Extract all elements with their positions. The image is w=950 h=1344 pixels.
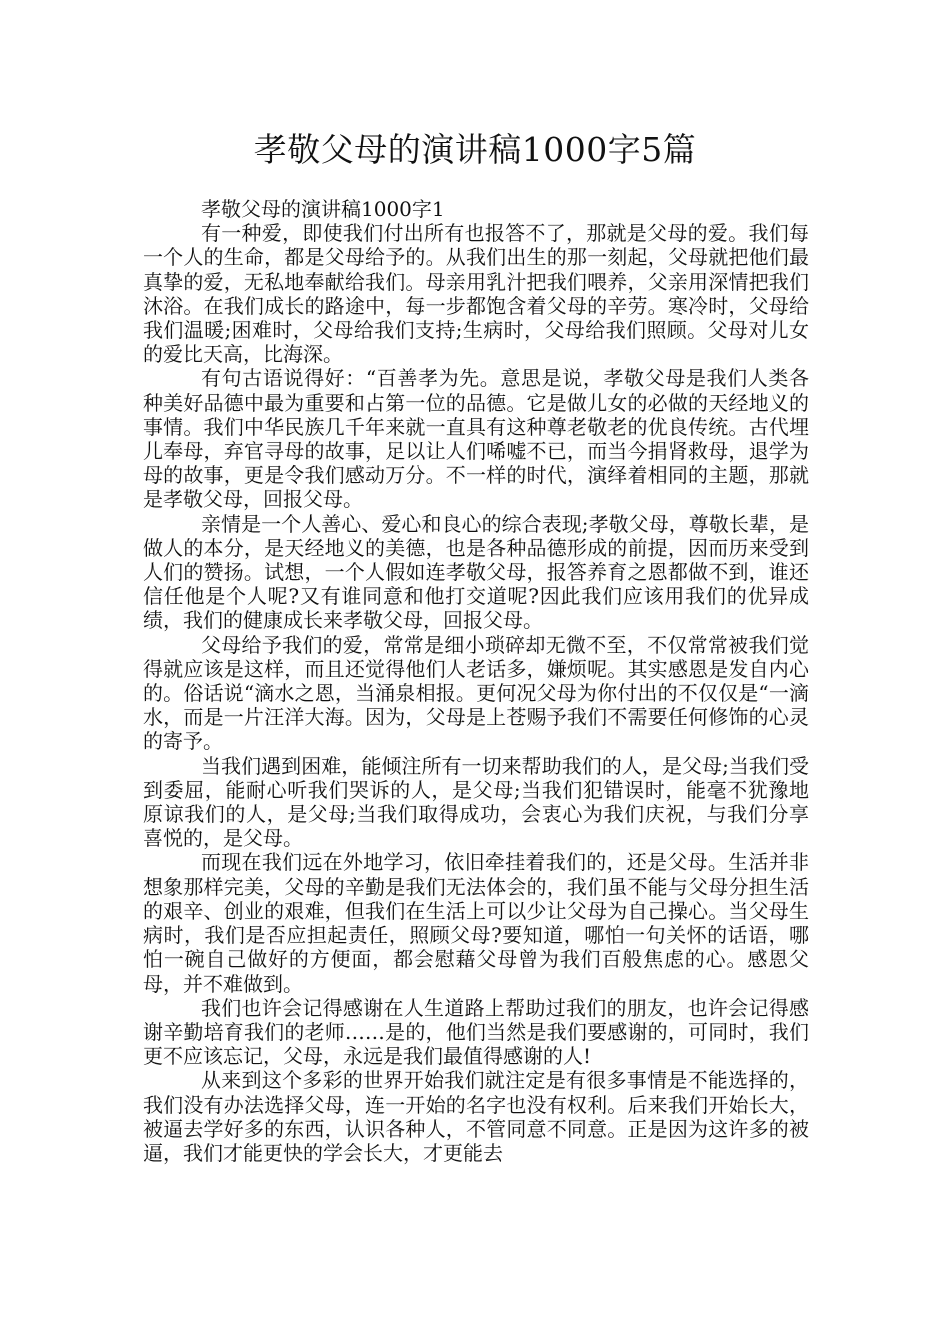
paragraph: 当我们遇到困难，能倾注所有一切来帮助我们的人，是父母;当我们受到委屈，能耐心听我们哭诉的人，是父母;当我们犯错误时，能毫不犹豫地原谅我们的人，是父母;当我们取得成功，会衷心为我们庆祝，与我们分享喜悦的，是父母。 <box>143 753 809 851</box>
paragraph: 亲情是一个人善心、爱心和良心的综合表现;孝敬父母，尊敬长辈，是做人的本分，是天经地义的美德，也是各种品德形成的前提，因而历来受到人们的赞扬。试想，一个人假如连孝敬父母，报答养育之恩都做不到，谁还信任他是个人呢?又有谁同意和他打交道呢?因此我们应该用我们的优异成绩，我们的健康成长来孝敬父母，回报父母。 <box>143 511 809 633</box>
paragraph: 有一种爱，即使我们付出所有也报答不了，那就是父母的爱。我们每一个人的生命，都是父母给予的。从我们出生的那一刻起，父母就把他们最真挚的爱，无私地奉献给我们。母亲用乳汁把我们喂养，父亲用深情把我们沐浴。在我们成长的路途中，每一步都饱含着父母的辛劳。寒冷时，父母给我们温暖;困难时，父母给我们支持;生病时，父母给我们照顾。父母对儿女的爱比天高，比海深。 <box>143 221 809 367</box>
paragraph: 我们也许会记得感谢在人生道路上帮助过我们的朋友，也许会记得感谢辛勤培育我们的老师……是的，他们当然是我们要感谢的，可同时，我们更不应该忘记，父母，永远是我们最值得感谢的人! <box>143 995 809 1069</box>
document-body <box>143 197 809 1165</box>
paragraph: 有句古语说得好：“百善孝为先。意思是说，孝敬父母是我们人类各种美好品德中最为重要和占第一位的品德。它是做儿女的必做的天经地义的事情。我们中华民族几千年来就一直具有这种尊老敬老的优良传统。古代埋儿奉母，弃官寻母的故事，足以让人们唏嘘不已，而当今捐肾救母，退学为母的故事，更是令我们感动万分。不一样的时代，演绎着相同的主题，那就是孝敬父母，回报父母。 <box>143 366 809 512</box>
paragraph: 而现在我们远在外地学习，依旧牵挂着我们的，还是父母。生活并非想象那样完美，父母的辛勤是我们无法体会的，我们虽不能与父母分担生活的艰辛、创业的艰难，但我们在生活上可以少让父母为自己操心。当父母生病时，我们是否应担起责任，照顾父母?要知道，哪怕一句关怀的话语，哪怕一碗自己做好的方便面，都会慰藉父母曾为我们百般焦虑的心。感恩父母，并不难做到。 <box>143 850 809 996</box>
section-subtitle: 孝敬父母的演讲稿1000字1 <box>201 197 445 221</box>
paragraph: 父母给予我们的爱，常常是细小琐碎却无微不至，不仅常常被我们觉得就应该是这样，而且还觉得他们人老话多，嫌烦呢。其实感恩是发自内心的。俗话说“滴水之恩，当涌泉相报。更何况父母为你付出的不仅仅是“一滴水，而是一片汪洋大海。因为，父母是上苍赐予我们不需要任何修饰的心灵的寄予。 <box>143 632 809 754</box>
paragraph: 从来到这个多彩的世界开始我们就注定是有很多事情是不能选择的，我们没有办法选择父母，连一开始的名字也没有权利。后来我们开始长大，被逼去学好多的东西，认识各种人，不管同意不同意。正是因为这许多的被逼，我们才能更快的学会长大，才更能去 <box>143 1068 809 1165</box>
document-title: 孝敬父母的演讲稿1000字5篇 <box>253 130 697 169</box>
